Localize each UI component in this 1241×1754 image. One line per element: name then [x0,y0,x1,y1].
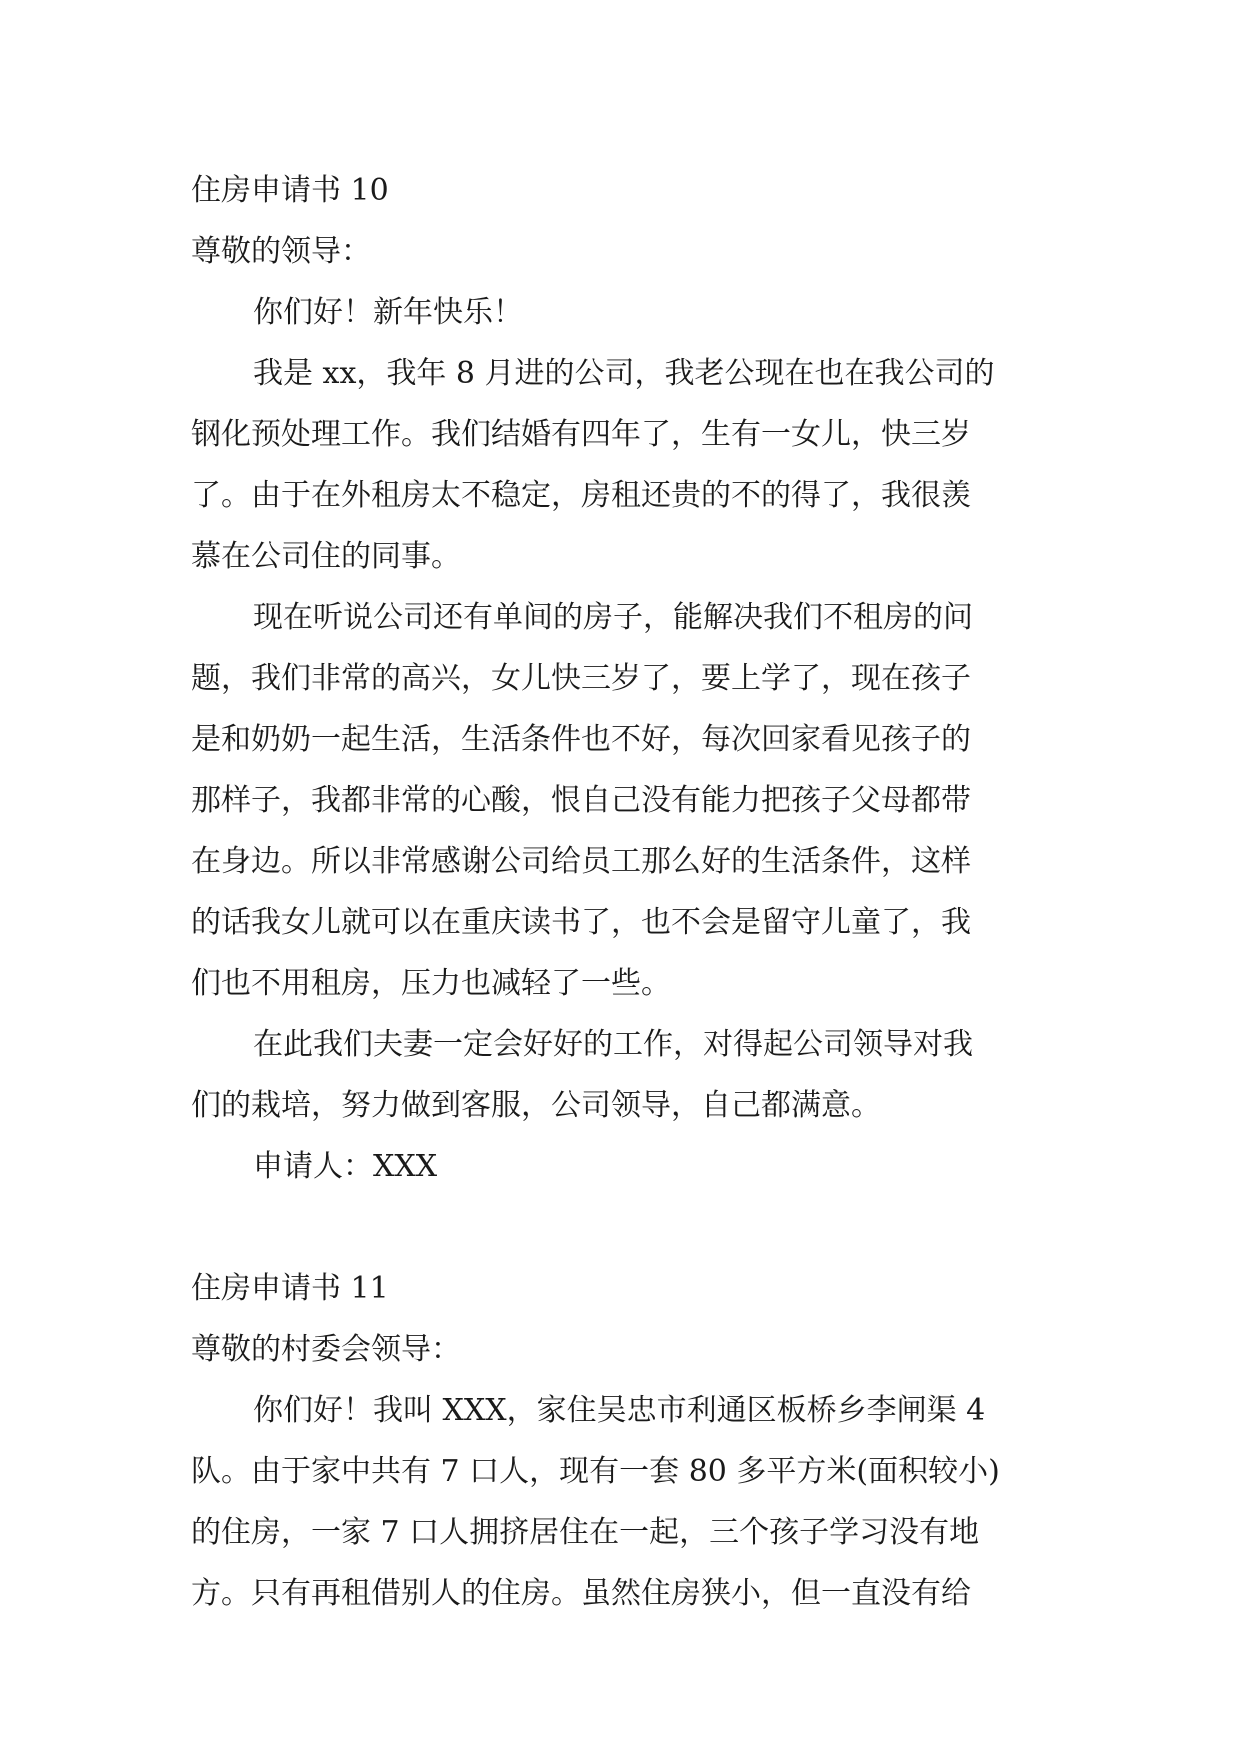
paragraph-line: 慕在公司住的同事。 [191,539,461,574]
section-10-paragraph-1 [191,343,1051,587]
paragraph-line: 们的栽培，努力做到客服，公司领导，自己都满意。 [191,1088,881,1123]
section-11-paragraph-1 [191,1380,1051,1624]
paragraph-line: 你们好！我叫 XXX，家住吴忠市利通区板桥乡李闸渠 4 [253,1393,986,1428]
paragraph-line: 在此我们夫妻一定会好好的工作，对得起公司领导对我 [253,1027,973,1062]
document-body [191,160,1051,1624]
paragraph-line: 的住房，一家 7 口人拥挤居住在一起，三个孩子学习没有地 [191,1515,980,1550]
section-11-title: 住房申请书 11 [191,1271,389,1306]
section-10-paragraph-3 [191,1014,1051,1136]
section-10-salutation: 尊敬的领导： [191,234,371,269]
paragraph-line: 是和奶奶一起生活，生活条件也不好，每次回家看见孩子的 [191,722,971,757]
section-11-salutation: 尊敬的村委会领导： [191,1332,461,1367]
paragraph-line: 的话我女儿就可以在重庆读书了，也不会是留守儿童了，我 [191,905,971,940]
paragraph-line: 题，我们非常的高兴，女儿快三岁了，要上学了，现在孩子 [191,661,971,696]
paragraph-line: 队。由于家中共有 7 口人，现有一套 80 多平方米(面积较小) [191,1454,1000,1489]
paragraph-line: 我是 xx，我年 8 月进的公司，我老公现在也在我公司的 [253,356,995,391]
paragraph-line: 钢化预处理工作。我们结婚有四年了，生有一女儿，快三岁 [191,417,971,452]
section-10-title: 住房申请书 10 [191,173,389,208]
section-10-greeting: 你们好！新年快乐！ [253,295,523,330]
paragraph-line: 了。由于在外租房太不稳定，房租还贵的不的得了，我很羡 [191,478,971,513]
paragraph-line: 在身边。所以非常感谢公司给员工那么好的生活条件，这样 [191,844,971,879]
paragraph-line: 方。只有再租借别人的住房。虽然住房狭小，但一直没有给 [191,1576,971,1611]
paragraph-line: 现在听说公司还有单间的房子，能解决我们不租房的问 [253,600,973,635]
paragraph-line: 那样子，我都非常的心酸，恨自己没有能力把孩子父母都带 [191,783,971,818]
section-10-signature: 申请人：XXX [253,1149,438,1184]
section-spacer [191,1197,1051,1258]
section-10-paragraph-2 [191,587,1051,1014]
paragraph-line: 们也不用租房，压力也减轻了一些。 [191,966,671,1001]
